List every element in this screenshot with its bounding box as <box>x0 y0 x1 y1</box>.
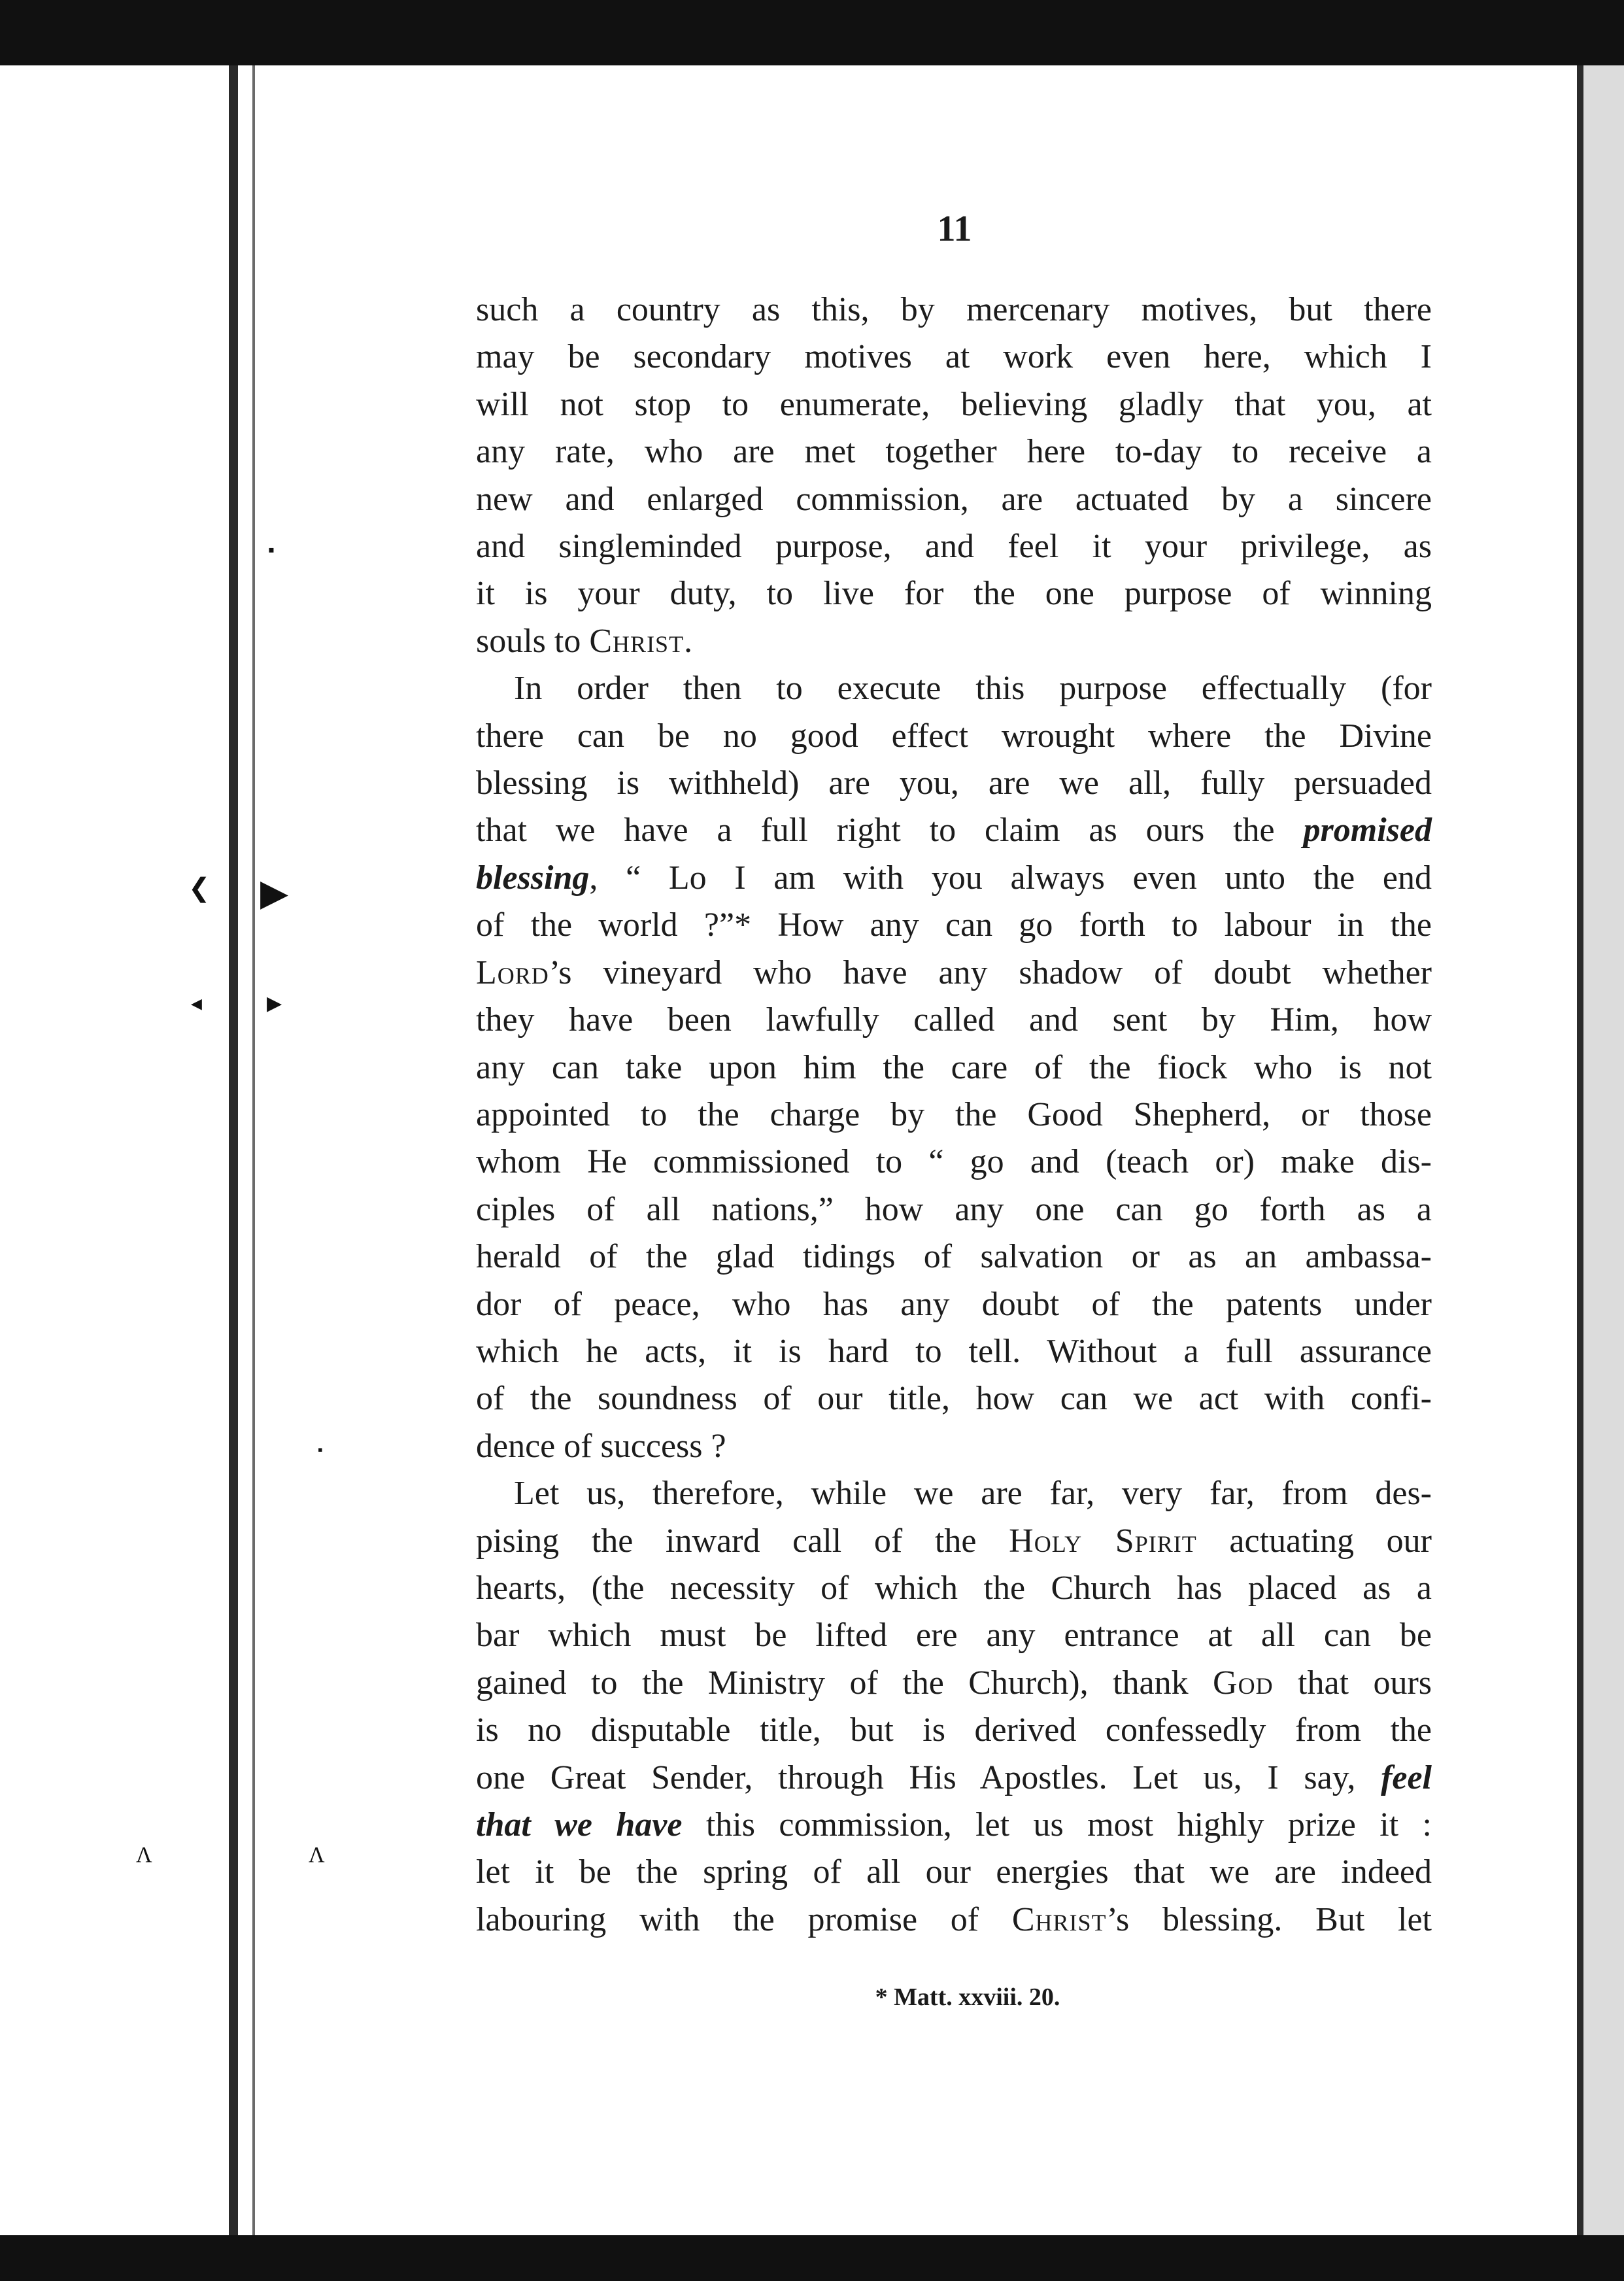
text-line: any can take upon him the care of the fiock who is not <box>476 1048 1432 1086</box>
text-line: appointed to the charge by the Good Shepherd, or those <box>476 1095 1432 1133</box>
page-right-shadow <box>1583 65 1624 2235</box>
text-line: ciples of all nations,” how any one can go forth as a <box>476 1190 1432 1228</box>
text-line: that we have this commission, let us most highly prize it : <box>476 1806 1432 1844</box>
emphasis: promised <box>1303 812 1432 849</box>
scan-speck: Λ <box>309 1843 325 1867</box>
text-line: let it be the spring of all our energies that we are indeed <box>476 1853 1432 1891</box>
text-line: of the world ?”* How any can go forth to labour in the <box>476 906 1432 944</box>
footnote: * Matt. xxviii. 20. <box>875 1983 1060 2011</box>
scan-top-border <box>0 0 1624 65</box>
text-line: which he acts, it is hard to tell. Without a full assurance <box>476 1332 1432 1370</box>
text-line: is no disputable title, but is derived confessedly from the <box>476 1711 1432 1749</box>
text-line: such a country as this, by mercenary motives, but there <box>476 291 1432 328</box>
text-line: hearts, (the necessity of which the Church has placed as a <box>476 1569 1432 1607</box>
text-line: souls to Christ. <box>476 622 693 660</box>
page-number: 11 <box>937 209 972 249</box>
text-line: In order then to execute this purpose effectually (for <box>514 670 1432 708</box>
text-line: blessing is withheld) are you, are we all, fully persuaded <box>476 764 1432 802</box>
scan-speck: ▪ <box>268 540 275 560</box>
binding-spine <box>229 65 238 2235</box>
text-line: Let us, therefore, while we are far, very far, from des- <box>514 1475 1432 1513</box>
text-line: dence of success ? <box>476 1427 726 1465</box>
binding-gutter-line <box>252 65 255 2235</box>
scan-speck: Λ <box>136 1843 152 1867</box>
text-line: blessing, “ Lo I am with you always even unto the end <box>476 859 1432 897</box>
text-line: Lord’s vineyard who have any shadow of doubt whether <box>476 953 1432 991</box>
emphasis: blessing <box>476 859 590 897</box>
small-caps-name: God <box>1213 1664 1274 1702</box>
paragraph-2 <box>476 665 1432 1470</box>
scan-bottom-border <box>0 2235 1624 2281</box>
text-line: bar which must be lifted ere any entrance at all can be <box>476 1617 1432 1655</box>
small-caps-name: Christ <box>589 622 685 660</box>
text-line: that we have a full right to claim as ours the promised <box>476 812 1432 849</box>
text-line: gained to the Ministry of the Church), thank God that ours <box>476 1664 1432 1702</box>
scan-speck: ❮ <box>188 873 211 902</box>
text-line: herald of the glad tidings of salvation or as an ambassa- <box>476 1238 1432 1276</box>
small-caps-name: Christ <box>1011 1900 1107 1938</box>
scan-speck: ▶ <box>267 993 282 1014</box>
scan-speck: ▪ <box>318 1441 323 1458</box>
text-line: and singleminded purpose, and feel it your privilege, as <box>476 528 1432 566</box>
text-line: there can be no good effect wrought where the Divine <box>476 717 1432 755</box>
text-line: pising the inward call of the Holy Spirit actuating our <box>476 1522 1432 1560</box>
text-line: dor of peace, who has any doubt of the patents under <box>476 1285 1432 1323</box>
text-line: new and enlarged commission, are actuated by a sincere <box>476 480 1432 518</box>
body-text <box>476 286 1432 1944</box>
text-line: it is your duty, to live for the one purpose of winning <box>476 575 1432 613</box>
text-line: they have been lawfully called and sent by Him, how <box>476 1001 1432 1039</box>
small-caps-name: Holy Spirit <box>1009 1522 1197 1560</box>
text-line: may be secondary motives at work even here, which I <box>476 338 1432 376</box>
text-line: any rate, who are met together here to-day to receive a <box>476 433 1432 471</box>
text-line: whom He commissioned to “ go and (teach or) make dis- <box>476 1143 1432 1181</box>
text-line: labouring with the promise of Christ’s blessing. But let <box>476 1900 1432 1938</box>
paragraph-1 <box>476 286 1432 665</box>
small-caps-name: Lord <box>476 953 549 991</box>
paragraph-3 <box>476 1470 1432 1944</box>
emphasis: feel <box>1381 1758 1432 1796</box>
emphasis: that we have <box>476 1806 683 1844</box>
page-right-edge <box>1577 65 1583 2235</box>
text-line: one Great Sender, through His Apostles. Let us, I say, feel <box>476 1758 1432 1796</box>
text-line: of the soundness of our title, how can we act with confi- <box>476 1380 1432 1418</box>
text-line: will not stop to enumerate, believing gladly that you, at <box>476 385 1432 423</box>
scan-speck: ◀ <box>191 995 202 1012</box>
scan-speck: ▶ <box>260 873 289 914</box>
